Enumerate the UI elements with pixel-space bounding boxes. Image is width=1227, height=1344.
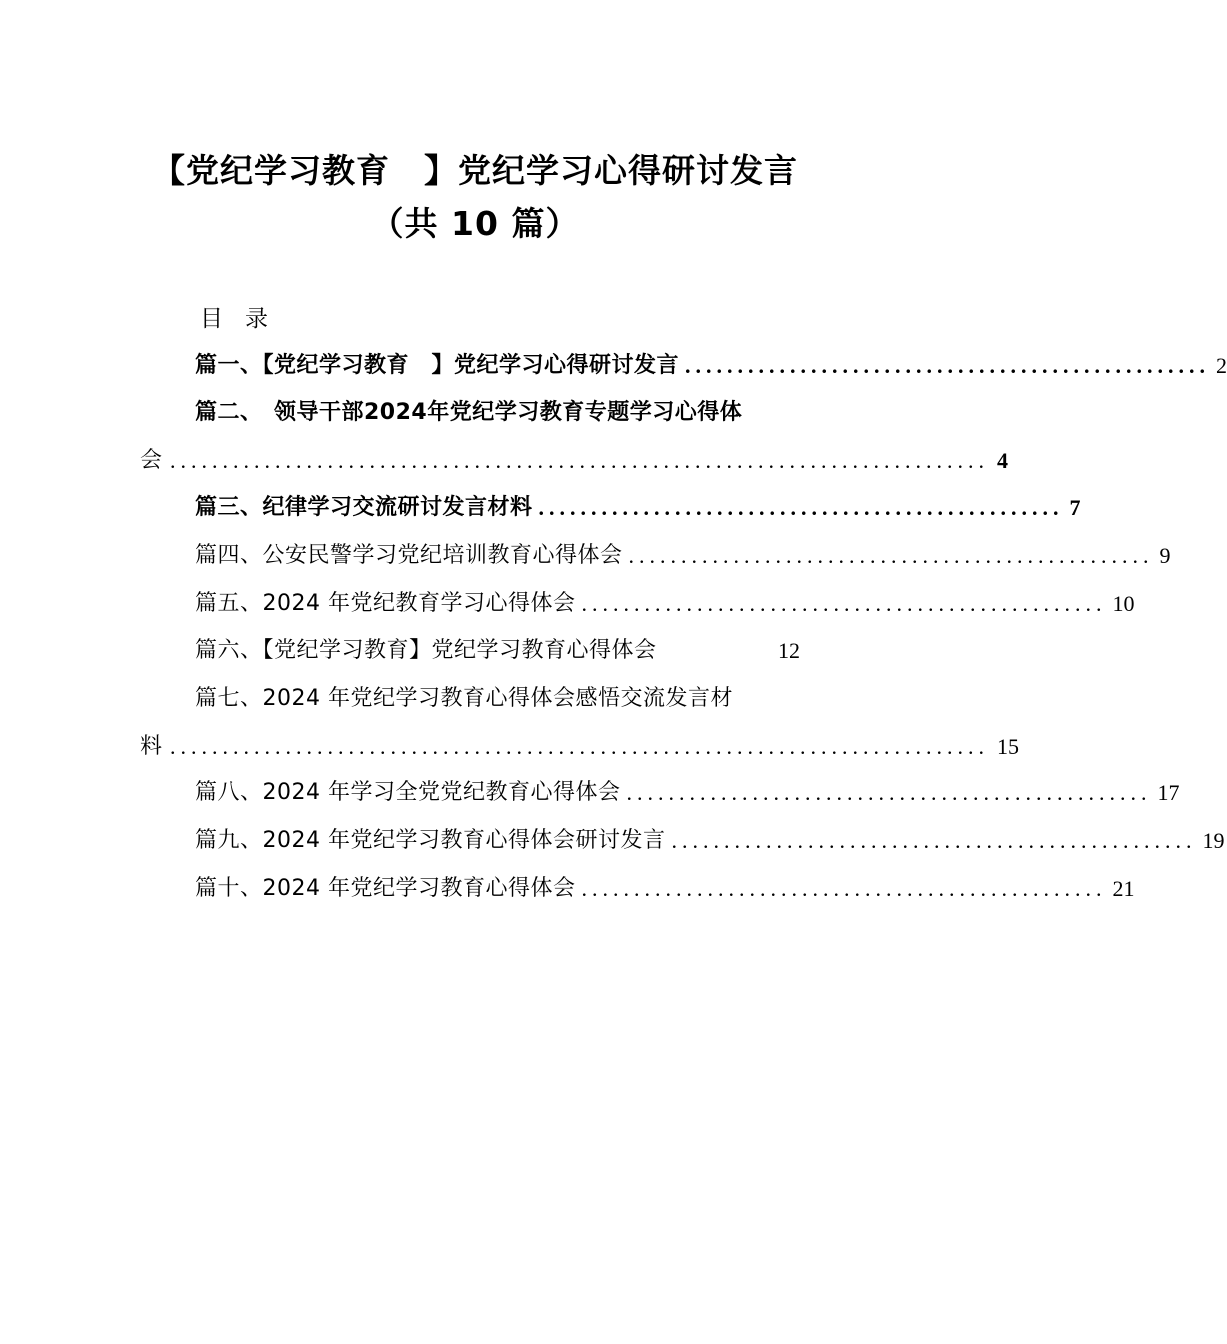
document-title-line-2: （共 10 篇）	[370, 204, 580, 243]
toc-entry-title-continuation: 会	[140, 448, 163, 473]
toc-leader-dots: ..............................................................................	[170, 448, 990, 473]
toc-page-number: 19	[1202, 828, 1225, 853]
toc-page-number: 12	[778, 638, 800, 663]
document-title-line-1: 【党纪学习教育 】党纪学习心得研讨发言	[152, 151, 798, 190]
toc-entry-title: 篇二、 领导干部2024年党纪学习教育专题学习心得体	[195, 400, 743, 425]
toc-entry-title: 篇九、2024 年党纪学习教育心得体会研讨发言	[195, 828, 666, 853]
toc-entry-5[interactable]	[195, 583, 1135, 617]
toc-entry-8[interactable]	[195, 772, 1180, 806]
toc-leader-dots: ..................................................	[671, 828, 1197, 853]
toc-leader-dots: ..................................................	[538, 495, 1064, 520]
toc-leader-dots: ..................................................	[685, 353, 1211, 378]
toc-entry-title-continuation: 料	[140, 734, 163, 759]
toc-entry-title: 篇十、2024 年党纪学习教育心得体会	[195, 876, 576, 901]
toc-page-number: 17	[1157, 780, 1180, 805]
toc-entry-title: 篇八、2024 年学习全党党纪教育心得体会	[195, 780, 621, 805]
toc-page-number: 4	[997, 448, 1009, 473]
toc-entry-1[interactable]	[195, 345, 1227, 379]
toc-leader-dots: ..................................................	[628, 543, 1154, 568]
toc-entry-title: 篇三、纪律学习交流研讨发言材料	[195, 495, 533, 520]
toc-page-number: 7	[1069, 495, 1081, 520]
toc-page-number: 21	[1112, 876, 1135, 901]
toc-entry-title: 篇六、【党纪学习教育】党纪学习教育心得体会	[195, 638, 657, 663]
toc-entry-3[interactable]	[195, 487, 1081, 521]
toc-entry-title: 篇七、2024 年党纪学习教育心得体会感悟交流发言材	[195, 686, 733, 711]
toc-entry-7-continuation[interactable]	[140, 726, 1020, 760]
toc-page-number: 15	[997, 734, 1020, 759]
toc-entry-title: 篇五、2024 年党纪教育学习心得体会	[195, 591, 576, 616]
toc-entry-2-continuation[interactable]	[140, 440, 1009, 474]
toc-page-number: 9	[1159, 543, 1171, 568]
toc-entry-6[interactable]	[195, 630, 800, 664]
toc-entry-7[interactable]	[195, 678, 800, 712]
toc-page-number: 10	[1112, 591, 1135, 616]
toc-heading: 目录	[200, 306, 290, 332]
toc-entry-9[interactable]	[195, 820, 1225, 854]
toc-entry-title: 篇四、公安民警学习党纪培训教育心得体会	[195, 543, 623, 568]
toc-leader-dots: ..................................................	[581, 876, 1107, 901]
toc-entry-title: 篇一、【党纪学习教育 】党纪学习心得研讨发言	[195, 353, 680, 378]
toc-page-number: 2	[1216, 353, 1227, 378]
toc-entry-4[interactable]	[195, 535, 1171, 569]
toc-entry-2[interactable]	[195, 392, 800, 426]
toc-leader-dots: ..................................................	[626, 780, 1152, 805]
toc-entry-10[interactable]	[195, 868, 1135, 902]
toc-leader-dots: ..................................................	[581, 591, 1107, 616]
toc-leader-dots: ..............................................................................	[170, 734, 990, 759]
